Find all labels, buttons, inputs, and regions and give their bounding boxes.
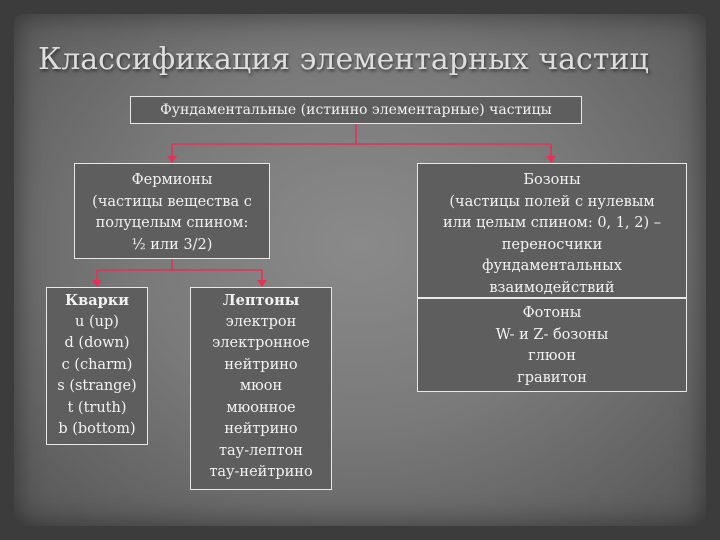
lepton-item: тау-лептон (219, 442, 303, 459)
lepton-item: мюон (239, 378, 283, 394)
arrowhead-fermions (167, 156, 177, 163)
lepton-item: нейтрино (224, 356, 298, 373)
bosons-desc-line: фундаментальных (482, 258, 622, 274)
lepton-item: тау-нейтрино (209, 464, 313, 480)
leptons-box (190, 287, 332, 490)
quark-item: c (charm) (61, 356, 133, 373)
bosons-box (417, 163, 687, 298)
fermions-title: Фермионы (131, 172, 213, 188)
quark-item: d (down) (64, 335, 130, 351)
leptons-header: Лептоны (222, 292, 300, 309)
boson-item: Фотоны (522, 305, 582, 321)
quark-item: u (up) (75, 313, 119, 330)
boson-item: глюон (528, 348, 576, 364)
fermions-box (74, 163, 270, 259)
bosons-desc-line: или целым спином: 0, 1, 2) – (443, 215, 661, 231)
quarks-box (46, 287, 148, 445)
lepton-item: мюонное (226, 399, 296, 416)
lepton-item: электронное (212, 335, 310, 351)
fundamental-particles-box: Фундаментальные (истинно элементарные) частицы (130, 96, 582, 124)
quark-item: s (strange) (57, 378, 137, 394)
arrowhead-leptons (257, 280, 267, 287)
slide-title: Классификация элементарных частиц (38, 42, 649, 77)
arrowhead-bosons (546, 156, 556, 163)
bosons-title: Бозоны (523, 172, 581, 188)
boson-item: W- и Z- бозоны (495, 326, 609, 343)
boson-item: гравитон (517, 369, 587, 386)
fermions-desc-line: полуцелым спином: (95, 215, 249, 231)
arrowhead-quarks (92, 280, 102, 287)
fermions-desc-line: (частицы вещества с (92, 193, 252, 210)
quarks-header: Кварки (64, 292, 130, 309)
lepton-item: электрон (225, 313, 297, 330)
quark-item: t (truth) (67, 399, 127, 416)
bosons-desc-line: переносчики (501, 236, 603, 253)
quark-item: b (bottom) (58, 421, 136, 437)
bosons-desc-line: (частицы полей с нулевым (449, 193, 655, 210)
fermions-desc-line: ½ или 3/2) (131, 236, 213, 253)
lepton-item: нейтрино (224, 421, 298, 437)
bosons-desc-line: взаимодействий (489, 279, 615, 296)
bosons-list-box (417, 298, 687, 392)
